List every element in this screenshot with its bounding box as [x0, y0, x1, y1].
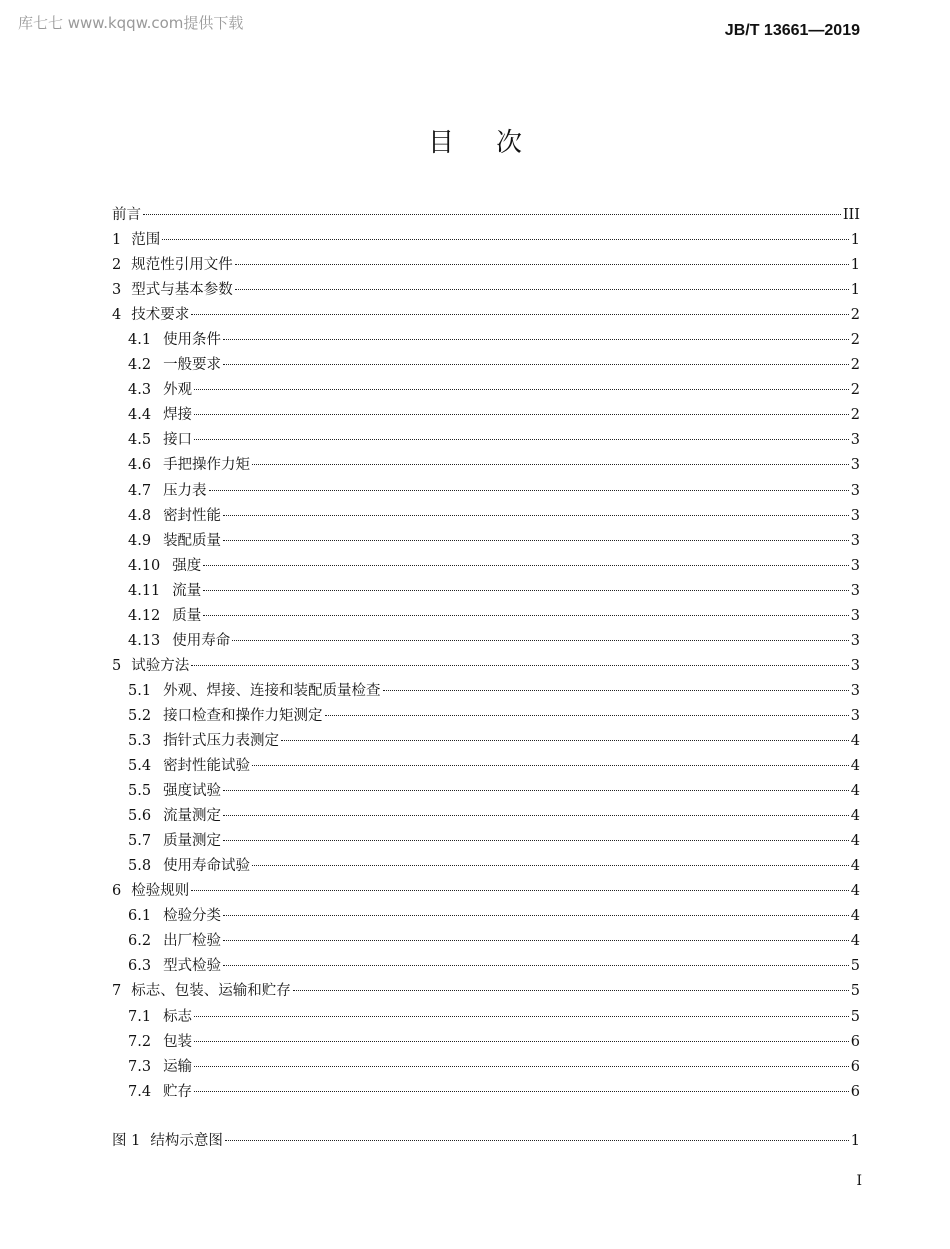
toc-entry-number: 7 — [112, 983, 122, 1000]
toc-entry-page: 6 — [850, 1058, 860, 1075]
toc-entry[interactable] — [112, 554, 860, 579]
standard-code: JB/T 13661—2019 — [724, 22, 860, 39]
toc-entry[interactable] — [112, 504, 860, 529]
toc-entry-label: 接口检查和操作力矩测定 — [163, 707, 323, 724]
toc-entry[interactable] — [112, 829, 860, 854]
toc-entry-number: 6.2 — [128, 933, 152, 950]
toc-entry-number: 4.6 — [128, 457, 152, 474]
toc-entry-label: 检验规则 — [131, 883, 190, 900]
toc-dot-leader — [194, 1065, 849, 1067]
toc-entry-number: 4.3 — [128, 382, 152, 399]
toc-entry-number: 4.1 — [128, 332, 152, 349]
toc-entry-label: 流量测定 — [163, 808, 222, 825]
toc-entry-page: 4 — [850, 808, 860, 825]
toc-entry[interactable] — [112, 1030, 860, 1055]
toc-entry[interactable] — [112, 754, 860, 779]
toc-entry[interactable] — [112, 253, 860, 278]
toc-entry-number: 4.11 — [128, 582, 161, 599]
toc-dot-leader — [143, 213, 841, 215]
toc-entry-label: 外观、焊接、连接和装配质量检查 — [163, 682, 381, 699]
toc-dot-leader — [209, 489, 849, 491]
toc-entry-page: 4 — [850, 933, 860, 950]
toc-dot-leader — [252, 764, 849, 766]
toc-dot-leader — [223, 939, 849, 941]
toc-entry-number: 5.7 — [128, 833, 152, 850]
toc-entry-label: 外观 — [163, 382, 193, 399]
toc-dot-leader — [223, 814, 849, 816]
toc-entry-label: 标志 — [163, 1008, 193, 1025]
toc-entry-label: 强度试验 — [163, 783, 222, 800]
toc-entry[interactable] — [112, 804, 860, 829]
toc-entry-label: 标志、包装、运输和贮存 — [131, 983, 291, 1000]
toc-entry-label: 范围 — [131, 232, 161, 249]
toc-dot-leader — [383, 689, 849, 691]
toc-entry-number: 7.3 — [128, 1058, 152, 1075]
toc-entry[interactable] — [112, 604, 860, 629]
toc-entry-label: 指针式压力表测定 — [163, 732, 280, 749]
toc-entry-number: 6.1 — [128, 908, 152, 925]
toc-entry-label: 使用寿命 — [172, 632, 231, 649]
toc-entry-label: 密封性能 — [163, 507, 222, 524]
toc-entry-page: 3 — [850, 457, 860, 474]
toc-entry-page: 4 — [850, 732, 860, 749]
toc-entry-number: 4 — [112, 307, 122, 324]
toc-entry-label: 流量 — [172, 582, 202, 599]
toc-entry-page: 5 — [850, 1008, 860, 1025]
toc-entry[interactable] — [112, 579, 860, 604]
toc-entry[interactable] — [112, 704, 860, 729]
toc-entry-page: 2 — [850, 382, 860, 399]
toc-entry[interactable] — [112, 1005, 860, 1030]
toc-entry-number: 5.2 — [128, 707, 152, 724]
toc-entry[interactable] — [112, 929, 860, 954]
toc-figure-entry[interactable] — [112, 1129, 860, 1154]
toc-entry-number: 2 — [112, 257, 122, 274]
toc-dot-leader — [194, 1090, 849, 1092]
toc-entry-number: 图 1 — [112, 1132, 141, 1149]
toc-entry[interactable] — [112, 879, 860, 904]
toc-entry[interactable] — [112, 654, 860, 679]
toc-dot-leader — [223, 839, 849, 841]
toc-entry-number: 4.9 — [128, 532, 152, 549]
toc-entry[interactable] — [112, 353, 860, 378]
toc-entry-page: 3 — [850, 657, 860, 674]
toc-entry-page: 6 — [850, 1033, 860, 1050]
toc-entry[interactable] — [112, 453, 860, 478]
toc-dot-leader — [252, 463, 849, 465]
toc-dot-leader — [194, 1015, 849, 1017]
toc-entry-page: 2 — [850, 357, 860, 374]
toc-entry-page: 1 — [850, 282, 860, 299]
toc-entry-label: 出厂检验 — [163, 933, 222, 950]
toc-entry-page: 3 — [850, 707, 860, 724]
toc-entry-number: 4.7 — [128, 482, 152, 499]
toc-dot-leader — [194, 1040, 849, 1042]
toc-entry-page: 4 — [850, 833, 860, 850]
toc-entry-label: 技术要求 — [131, 307, 190, 324]
toc-dot-leader — [223, 789, 849, 791]
toc-entry-number: 5.8 — [128, 858, 152, 875]
toc-dot-leader — [235, 263, 849, 265]
toc-entry-label: 检验分类 — [163, 908, 222, 925]
toc-entry-page: 1 — [850, 257, 860, 274]
toc-entry-number: 5.4 — [128, 758, 152, 775]
toc-entry-label: 使用条件 — [163, 332, 222, 349]
toc-entry-page: 3 — [850, 682, 860, 699]
toc-entry-label: 压力表 — [163, 482, 207, 499]
toc-entry-page: 2 — [850, 332, 860, 349]
toc-entry-number: 1 — [112, 232, 122, 249]
toc-entry-page: 2 — [850, 307, 860, 324]
toc-entry[interactable] — [112, 854, 860, 879]
toc-entry-label: 焊接 — [163, 407, 193, 424]
toc-entry-number: 5 — [112, 657, 122, 674]
toc-entry-page: 3 — [850, 482, 860, 499]
toc-entry-number: 4.2 — [128, 357, 152, 374]
toc-entry[interactable] — [112, 979, 860, 1004]
toc-entry-number: 6 — [112, 883, 122, 900]
toc-entry-label: 质量 — [172, 607, 202, 624]
toc-entry-page: III — [842, 207, 860, 223]
toc-entry[interactable] — [112, 1055, 860, 1080]
toc-entry-page: 3 — [850, 557, 860, 574]
toc-dot-leader — [252, 864, 849, 866]
toc-entry-number: 4.5 — [128, 432, 152, 449]
toc-dot-leader — [223, 964, 849, 966]
toc-entry-number: 5.5 — [128, 783, 152, 800]
toc-dot-leader — [232, 639, 848, 641]
toc-entry-label: 规范性引用文件 — [131, 257, 233, 274]
toc-entry-page: 3 — [850, 582, 860, 599]
toc-entry[interactable] — [112, 629, 860, 654]
toc-dot-leader — [281, 739, 849, 741]
toc-entry-label: 型式与基本参数 — [131, 282, 233, 299]
toc-entry-number: 6.3 — [128, 958, 152, 975]
toc-dot-leader — [223, 514, 849, 516]
toc-dot-leader — [194, 438, 849, 440]
toc-dot-leader — [223, 338, 849, 340]
toc-dot-leader — [203, 614, 848, 616]
toc-entry-label: 结构示意图 — [150, 1132, 223, 1149]
toc-entry-page: 1 — [850, 232, 860, 249]
toc-entry[interactable] — [112, 1080, 860, 1105]
toc-entry-label: 运输 — [163, 1058, 193, 1075]
toc-entry-label: 质量测定 — [163, 833, 222, 850]
toc-dot-leader — [325, 714, 849, 716]
toc-entry-label: 贮存 — [163, 1083, 193, 1100]
toc-entry-label: 试验方法 — [131, 657, 190, 674]
toc-dot-leader — [191, 313, 849, 315]
toc-entry-page: 5 — [850, 983, 860, 1000]
toc-entry-number: 4.13 — [128, 632, 161, 649]
toc-entry[interactable] — [112, 378, 860, 403]
toc-entry[interactable] — [112, 428, 860, 453]
toc-entry[interactable] — [112, 729, 860, 754]
toc-entry-number: 4.10 — [128, 557, 161, 574]
toc-entry[interactable] — [112, 403, 860, 428]
toc-entry[interactable] — [112, 954, 860, 979]
toc-entry-label: 接口 — [163, 432, 193, 449]
toc-entry-page: 5 — [850, 958, 860, 975]
toc-entry-page: 4 — [850, 783, 860, 800]
toc-dot-leader — [194, 413, 849, 415]
toc-entry-page: 3 — [850, 607, 860, 624]
toc-entry[interactable] — [112, 779, 860, 804]
toc-entry[interactable] — [112, 303, 860, 328]
toc-entry[interactable] — [112, 479, 860, 504]
toc-entry-page: 4 — [850, 883, 860, 900]
toc-dot-leader — [203, 589, 848, 591]
toc-entry-label: 强度 — [172, 557, 202, 574]
toc-entry[interactable] — [112, 529, 860, 554]
toc-entry[interactable] — [112, 679, 860, 704]
toc-dot-leader — [235, 288, 849, 290]
toc-entry-page: 4 — [850, 908, 860, 925]
toc-entry-label: 包装 — [163, 1033, 193, 1050]
toc-dot-leader — [223, 914, 849, 916]
toc-dot-leader — [223, 363, 849, 365]
toc-dot-leader — [191, 889, 849, 891]
page-title: 目次 — [427, 128, 564, 158]
toc-dot-leader — [293, 989, 849, 991]
toc-entry-label: 装配质量 — [163, 532, 222, 549]
toc-entry-number: 3 — [112, 282, 122, 299]
toc-dot-leader — [162, 238, 849, 240]
toc-entry[interactable] — [112, 278, 860, 303]
toc-entry-page: 3 — [850, 432, 860, 449]
toc-entry-page: 4 — [850, 858, 860, 875]
table-of-contents — [112, 203, 860, 1154]
toc-dot-leader — [203, 564, 848, 566]
toc-dot-leader — [194, 388, 849, 390]
toc-entry[interactable] — [112, 203, 860, 228]
toc-entry-number: 4.12 — [128, 607, 161, 624]
toc-entry-number: 5.6 — [128, 808, 152, 825]
toc-entry-number: 7.4 — [128, 1083, 152, 1100]
toc-entry-number: 4.8 — [128, 507, 152, 524]
toc-entry-label: 型式检验 — [163, 958, 222, 975]
toc-entry-page: 3 — [850, 507, 860, 524]
toc-entry-number: 5.1 — [128, 682, 152, 699]
toc-entry-page: 6 — [850, 1083, 860, 1100]
toc-entry-label: 一般要求 — [163, 357, 222, 374]
toc-entry[interactable] — [112, 328, 860, 353]
toc-dot-leader — [191, 664, 849, 666]
watermark: 库七七 www.kqqw.com提供下载 — [18, 14, 244, 32]
toc-dot-leader — [223, 539, 849, 541]
toc-entry-page: 2 — [850, 407, 860, 424]
toc-entry-page: 3 — [850, 532, 860, 549]
toc-entry-page: 4 — [850, 758, 860, 775]
toc-entry[interactable] — [112, 228, 860, 253]
toc-entry-label: 手把操作力矩 — [163, 457, 251, 474]
toc-entry-number: 4.4 — [128, 407, 152, 424]
toc-entry-label: 使用寿命试验 — [163, 858, 251, 875]
toc-entry-page: 3 — [850, 632, 860, 649]
toc-entry-number: 5.3 — [128, 732, 152, 749]
toc-entry-number: 7.2 — [128, 1033, 152, 1050]
page-number: I — [856, 1173, 862, 1189]
toc-entry-label: 前言 — [112, 207, 141, 223]
toc-dot-leader — [225, 1139, 849, 1141]
toc-entry[interactable] — [112, 904, 860, 929]
toc-entry-number: 7.1 — [128, 1008, 152, 1025]
toc-entry-label: 密封性能试验 — [163, 758, 251, 775]
toc-entry-page: 1 — [850, 1132, 860, 1149]
